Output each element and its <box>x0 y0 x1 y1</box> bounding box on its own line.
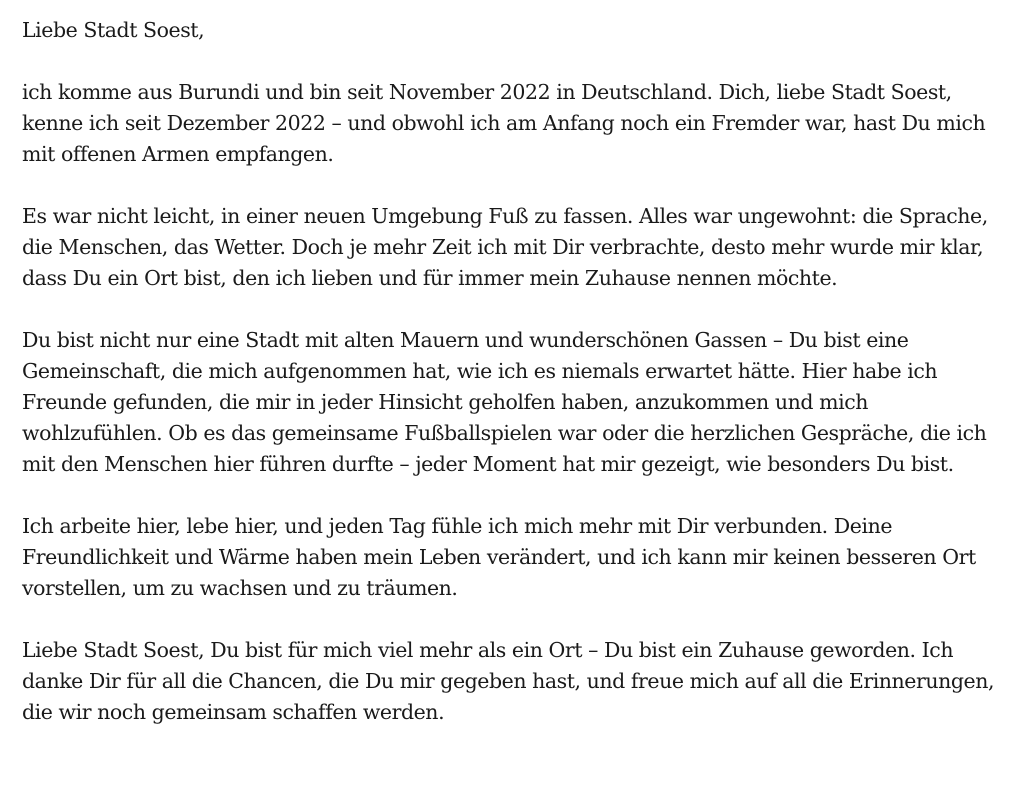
letter-paragraph: Es war nicht leicht, in einer neuen Umgebung Fuß zu fassen. Alles war ungewohnt: die Sprache, die Menschen, das Wetter. Doch je mehr Zeit ich mit Dir verbrachte, desto mehr wurde mir klar, dass Du ein Ort bist, den ich lieben und für immer mein Zuhause nennen möchte. <box>22 204 988 290</box>
letter-paragraph: ich komme aus Burundi und bin seit November 2022 in Deutschland. Dich, liebe Stadt Soest, kenne ich seit Dezember 2022 – und obwohl ich am Anfang noch ein Fremder war, hast Du mich mit offenen Armen empfangen. <box>22 80 986 166</box>
letter-document <box>22 15 997 728</box>
letter-paragraph: Liebe Stadt Soest, Du bist für mich viel mehr als ein Ort – Du bist ein Zuhause geworden. Ich danke Dir für all die Chancen, die Du mir gegeben hast, und freue mich auf all die Erinnerungen, die wir noch gemeinsam schaffen werden. <box>22 638 995 724</box>
letter-paragraph: Ich arbeite hier, lebe hier, und jeden Tag fühle ich mich mehr mit Dir verbunden. Deine Freundlichkeit und Wärme haben mein Leben verändert, und ich kann mir keinen besseren Ort vorstellen, um zu wachsen und zu träumen. <box>22 514 976 600</box>
letter-salutation: Liebe Stadt Soest, <box>22 18 205 42</box>
letter-paragraph: Du bist nicht nur eine Stadt mit alten Mauern und wunderschönen Gassen – Du bist eine Gemeinschaft, die mich aufgenommen hat, wie ich es niemals erwartet hätte. Hier habe ich Freunde gefunden, die mir in jeder Hinsicht geholfen haben, anzukommen und mich wohlzufühlen. Ob es das gemeinsame Fußballspielen war oder die herzlichen Gespräche, die ich mit den Menschen hier führen durfte – jeder Moment hat mir gezeigt, wie besonders Du bist. <box>22 328 987 476</box>
